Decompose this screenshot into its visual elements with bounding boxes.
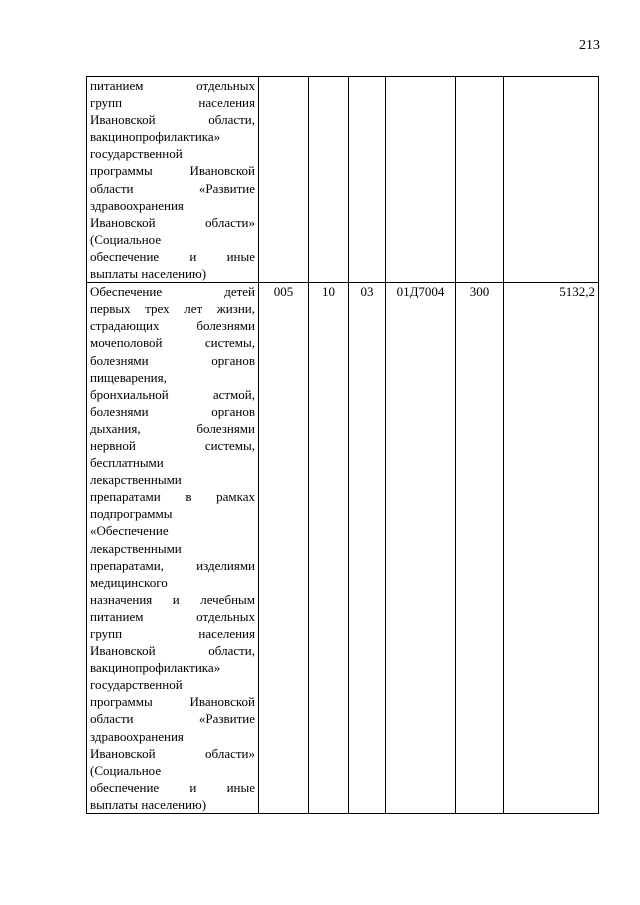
description-line: питанием отдельных xyxy=(90,78,255,93)
expense-type-cell: 300 xyxy=(456,283,504,814)
description-line: Обеспечение детей xyxy=(90,284,255,300)
description-line: государственной xyxy=(90,677,183,693)
description-line: подпрограммы xyxy=(90,506,173,522)
page-number: 213 xyxy=(579,38,600,53)
target-article-cell: 01Д7004 xyxy=(386,283,456,814)
description-line: вакцинопрофилактика» xyxy=(90,660,221,676)
description-line: обеспечение и иные xyxy=(90,248,255,264)
description-line: вакцинопрофилактика» xyxy=(90,129,221,145)
description-cell xyxy=(87,283,259,814)
table-body xyxy=(87,77,599,814)
description-line: страдающих болезнями xyxy=(90,318,255,334)
description-line: бесплатными xyxy=(90,455,164,471)
expense-type-cell xyxy=(456,77,504,283)
description-line: болезнями органов xyxy=(90,403,255,419)
ministry-code-cell xyxy=(259,77,309,283)
description-line: (Социальное xyxy=(90,231,162,247)
table-row xyxy=(87,77,599,283)
description-line: области «Развитие xyxy=(90,711,255,727)
ministry-code-cell: 005 xyxy=(259,283,309,814)
subsection-code-cell xyxy=(349,77,386,283)
amount-cell xyxy=(504,77,599,283)
description-line: дыхания, болезнями xyxy=(90,420,255,436)
description-line: Ивановской области, xyxy=(90,112,255,128)
description-line: Ивановской области» xyxy=(90,745,255,761)
table-row xyxy=(87,283,599,814)
description-line: групп населения xyxy=(90,626,255,641)
description-line: государственной xyxy=(90,146,183,162)
description-line: (Социальное xyxy=(90,762,162,778)
description-line: программы Ивановской xyxy=(90,694,255,710)
description-line: мочеполовой системы, xyxy=(90,335,255,351)
description-line: «Обеспечение xyxy=(90,523,169,539)
description-line: пищеварения, xyxy=(90,369,167,385)
section-code-cell xyxy=(309,77,349,283)
description-line: Ивановской области, xyxy=(90,643,255,659)
description-line: лекарственными xyxy=(90,540,182,556)
description-line: программы Ивановской xyxy=(90,163,255,179)
description-line: нервной системы, xyxy=(90,437,255,453)
description-line: бронхиальной астмой, xyxy=(90,386,255,402)
description-line: выплаты населению) xyxy=(90,796,207,812)
description-line: назначения и лечебным xyxy=(90,591,255,607)
section-code-cell: 10 xyxy=(309,283,349,814)
description-line: лекарственными xyxy=(90,472,182,488)
budget-table xyxy=(86,76,599,814)
description-line: медицинского xyxy=(90,574,168,590)
subsection-code-cell: 03 xyxy=(349,283,386,814)
description-line: групп населения xyxy=(90,95,255,111)
description-line: здравоохранения xyxy=(90,197,184,213)
target-article-cell xyxy=(386,77,456,283)
description-line: препаратами, изделиями xyxy=(90,557,255,573)
description-line: обеспечение и иные xyxy=(90,779,255,795)
amount-cell: 5132,2 xyxy=(504,283,599,814)
description-line: Ивановской области» xyxy=(90,214,255,230)
description-line: выплаты населению) xyxy=(90,266,207,282)
description-line: болезнями органов xyxy=(90,352,255,368)
description-line: препаратами в рамках xyxy=(90,489,255,505)
description-line: здравоохранения xyxy=(90,728,184,744)
description-line: питанием отдельных xyxy=(90,608,255,624)
description-line: первых трех лет жизни, xyxy=(90,301,255,317)
description-cell xyxy=(87,77,259,283)
description-line: области «Развитие xyxy=(90,180,255,196)
